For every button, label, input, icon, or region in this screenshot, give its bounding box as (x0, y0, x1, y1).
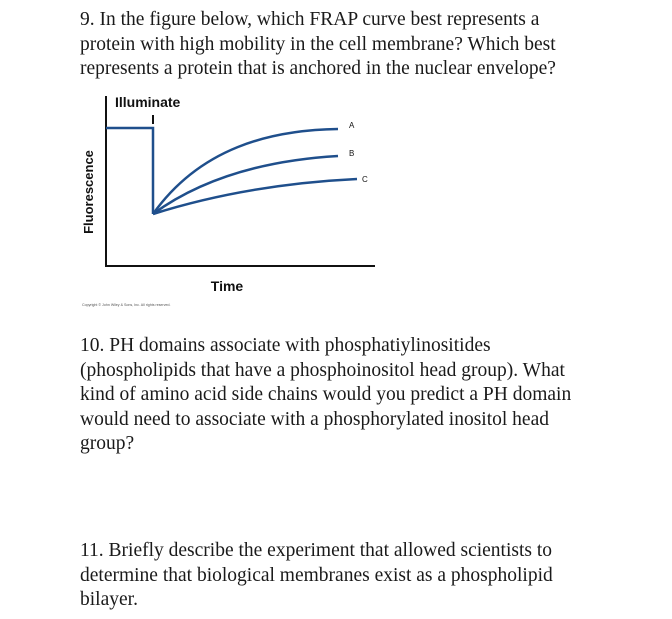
y-axis-label: Fluorescence (81, 150, 96, 234)
curve-c (153, 179, 357, 214)
illuminate-label: Illuminate (115, 94, 181, 110)
series-label-a: A (349, 121, 355, 130)
question-11-text: 11. Briefly describe the experiment that allowed scientists to determine that biological membranes exist as a phospholipid bilayer. (80, 540, 553, 610)
question-9-text: 9. In the figure below, which FRAP curve best represents a protein with high mobility in the cell membrane? Which best represents a protein that is anchored in the nuclear envelope? (80, 9, 556, 79)
series-label-b: B (349, 149, 355, 158)
frap-figure (70, 86, 400, 316)
prebleach-line (106, 128, 153, 214)
series-label-c: C (362, 175, 368, 184)
question-10-text: 10. PH domains associate with phosphatiylinositides (phospholipids that have a phosphoinositol head group). What kind of amino acid side chains would you predict a PH domain would need to associate with a phosphorylated inositol head group? (80, 335, 572, 454)
x-axis-label: Time (210, 278, 244, 294)
copyright-text: Copyright © John Wiley & Sons, Inc. All rights reserved. (82, 303, 171, 307)
